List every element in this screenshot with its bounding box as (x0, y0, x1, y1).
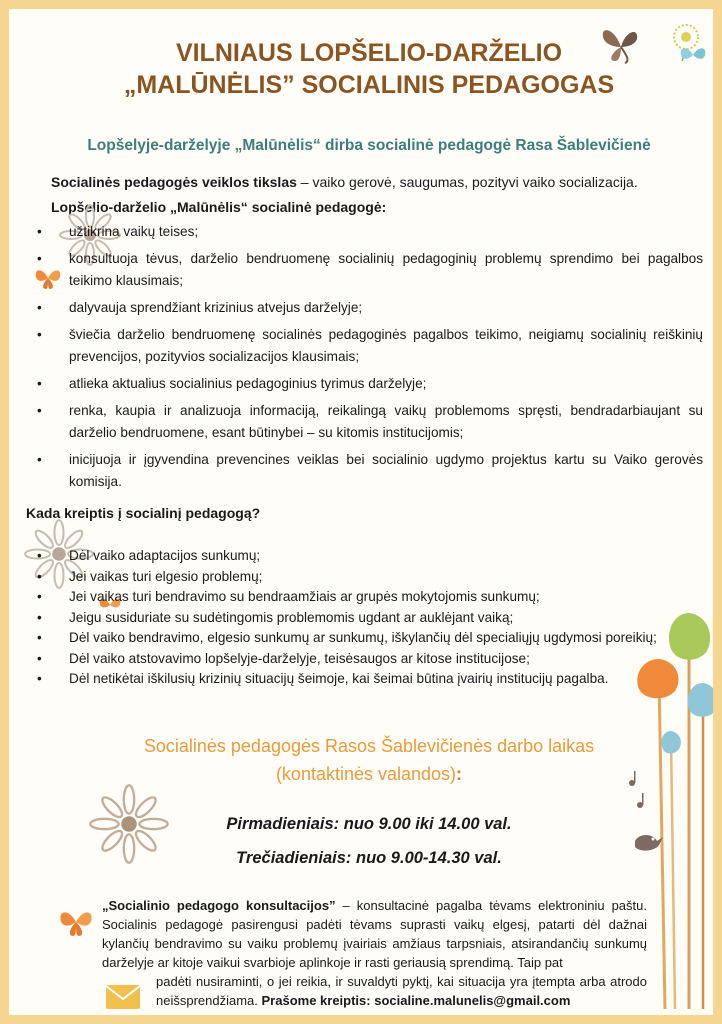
duties-list (69, 221, 703, 498)
hours-heading-line2: (kontaktinės valandos) (275, 764, 457, 784)
goal-dash: – (296, 174, 313, 190)
list-item: • užtikrina vaikų teises; (69, 221, 703, 243)
list-item: • Dėl netikėtai iškilusių krizinių situacijų šeimoje, kai šeimai būtina įvairių institucijų pagalba. (69, 669, 703, 689)
duties-intro: Lopšelio-darželio „Malūnėlis“ socialinė pedagogė: (51, 199, 387, 215)
hours-monday: Pirmadieniais: nuo 9.00 iki 14.00 val. (226, 815, 512, 833)
list-item: • renka, kaupia ir analizuoja informaciją, reikalingą vaikų problemoms spręsti, bendradarbiaujant su darželio bendruomene, esant būtinybei – su kitomis institucijomis; (69, 400, 703, 444)
butterfly-icon (57, 905, 95, 939)
list-item: • atlieka aktualius socialinius pedagoginius tyrimus darželyje; (69, 373, 703, 395)
contact-email: Prašome kreiptis: socialine.malunelis@gmail.com (261, 993, 571, 1008)
list-item: • Jeigu susiduriate su sudėtingomis problemomis ugdant ar auklėjant vaiką; (69, 608, 703, 628)
list-item: • Jei vaikas turi bendravimo su bendraamžiais ar grupės mokytojomis sunkumų; (69, 587, 703, 607)
envelope-icon (105, 984, 141, 1010)
hours-heading-colon: : (456, 764, 463, 784)
when-heading: Kada kreiptis į socialinį pedagogą? (26, 505, 261, 521)
list-item: • Jei vaikas turi elgesio problemų; (69, 567, 703, 587)
list-item: • Dėl vaiko atstovavimo lopšelyje-darželyje, teisėsaugos ar kitose institucijose; (69, 649, 703, 669)
when-list (69, 546, 703, 690)
hours-heading-line1: Socialinės pedagogės Rasos Šablevičienės darbo laikas (143, 736, 595, 756)
list-item: • inicijuoja ir įgyvendina prevencines veiklas bei socialinio ugdymo projektus kartu su Vaiko gerovės komisija. (69, 449, 703, 493)
list-item: • Dėl vaiko adaptacijos sunkumų; (69, 546, 703, 566)
consultations-text1: – konsultacinė pagalba tėvams elektroniniu paštu. Socialinis pedagogė pasirengusi padėti tėvams suprasti vaikų elgesį, patarti dėl dažnai kylančių bendravimo su vaiku problemų įvairiais amžiaus tarpsniais, atsirandančių sunkumų darželyje ar kitoje vaikui svarbioje aplinkoje ir rasti geriausią sprendimą. Taip pat (102, 898, 647, 970)
goal-text: vaiko gerovė, saugumas, pozityvi vaiko socializacija. (312, 174, 638, 190)
consultations-text2: padėti nusiraminti, o jei reikia, ir suvaldyti pyktį, kai situacija yra įtempta arba atrodo neišsprendžiama. (156, 974, 647, 1008)
hours-wednesday: Trečiadieniais: nuo 9.00-14.30 val. (236, 849, 502, 867)
goal-statement (51, 174, 701, 190)
list-item: • Dėl vaiko bendravimo, elgesio sunkumų ar sunkumų, iškylančių dėl specialiųjų ugdymosi poreikių; (69, 628, 703, 648)
subtitle: Lopšelyje-darželyje „Malūnėlis“ dirba socialinė pedagogė Rasa Šablevičienė (87, 137, 651, 154)
list-item: • dalyvauja sprendžiant krizinius atvejus darželyje; (69, 297, 703, 319)
consultations-text (102, 896, 647, 972)
title-line2: „MALŪNĖLIS” SOCIALINIS PEDAGOGAS (123, 71, 615, 99)
list-item: • šviečia darželio bendruomenę socialinės pedagoginės pagalbos teikimo, neigiamų socialinių reiškinių prevencijos, pozityvios socializacijos klausimais; (69, 324, 703, 368)
hours-heading (69, 732, 669, 788)
list-item: • konsultuoja tėvus, darželio bendruomenę socialinių pedagoginių problemų sprendimo bei pagalbos teikimo klausimais; (69, 248, 703, 292)
consultations-text-2 (156, 972, 647, 1010)
page-title (69, 37, 669, 101)
consultations-label: „Socialinio pedagogo konsultacijos” (102, 898, 336, 913)
title-line1: VILNIAUS LOPŠELIO-DARŽELIO (175, 39, 563, 67)
goal-label: Socialinės pedagogės veiklos tikslas (51, 174, 297, 190)
butterfly-icon (677, 43, 709, 67)
